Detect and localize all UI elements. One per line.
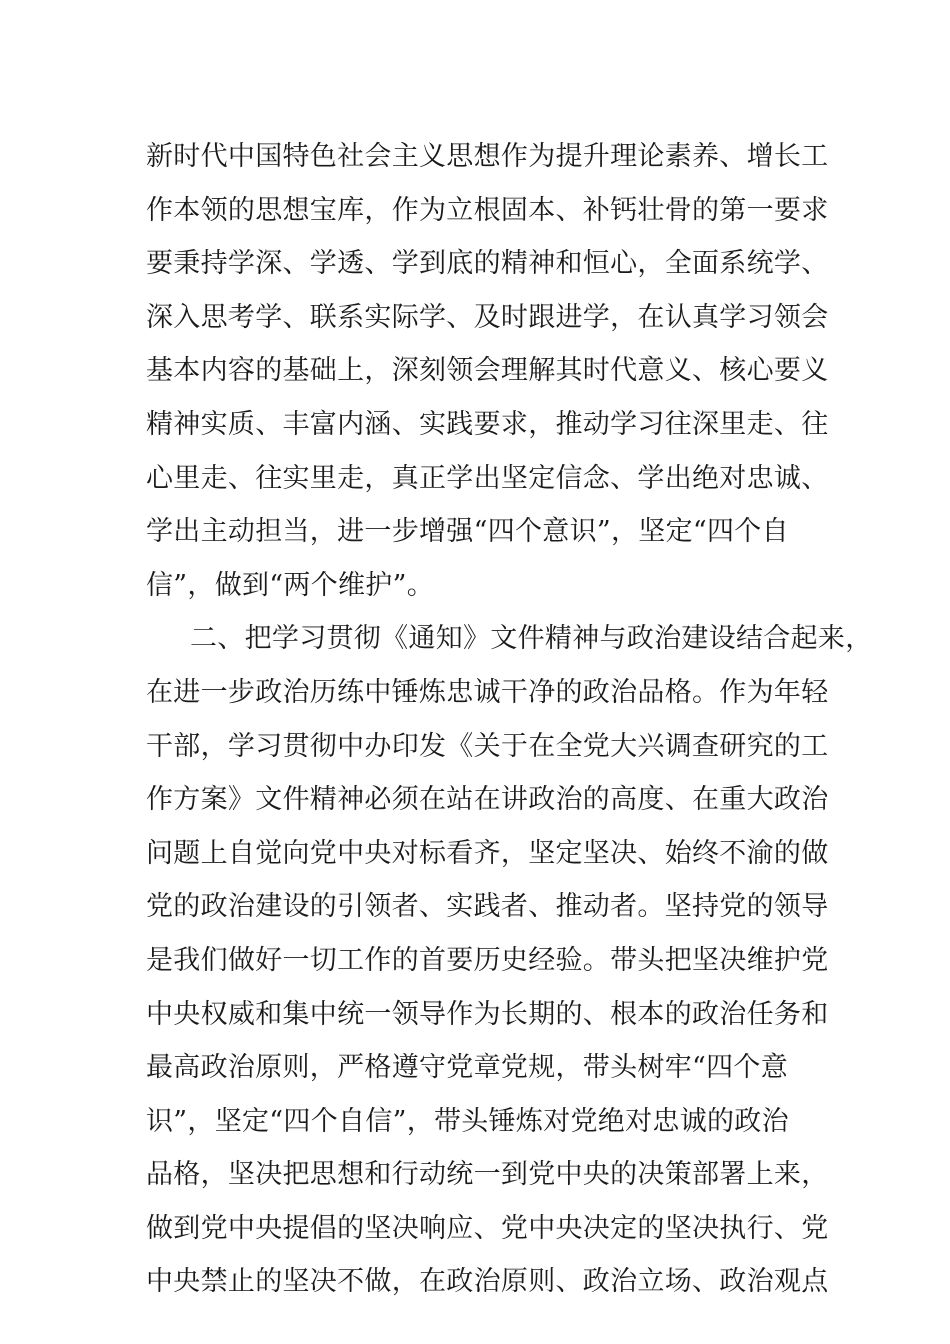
- text-line: 在进一步政治历练中锤炼忠诚干净的政治品格。作为年轻: [146, 676, 829, 708]
- text-line: 要秉持学深、学透、学到底的精神和恒心，全面系统学、: [146, 248, 829, 280]
- section-heading-line: 二、把学习贯彻《通知》文件精神与政治建设结合起来，: [190, 623, 873, 655]
- text-line: 品格，坚决把思想和行动统一到党中央的决策部署上来，: [146, 1159, 829, 1191]
- text-line: 新时代中国特色社会主义思想作为提升理论素养、增长工: [146, 141, 829, 172]
- text-line: 识”，坚定“四个自信”，带头锤炼对党绝对忠诚的政治: [146, 1105, 789, 1137]
- text-line: 信”，做到“两个维护”。: [146, 569, 435, 601]
- text-line: 深入思考学、联系实际学、及时跟进学，在认真学习领会: [146, 301, 829, 333]
- text-line: 学出主动担当，进一步增强“四个意识”，坚定“四个自: [146, 516, 789, 548]
- text-line: 中央权威和集中统一领导作为长期的、根本的政治任务和: [146, 998, 829, 1030]
- text-line: 基本内容的基础上，深刻领会理解其时代意义、核心要义: [146, 355, 829, 387]
- text-line: 中央禁止的坚决不做，在政治原则、政治立场、政治观点: [146, 1266, 829, 1298]
- text-line: 是我们做好一切工作的首要历史经验。带头把坚决维护党: [146, 944, 829, 976]
- text-line: 作方案》文件精神必须在站在讲政治的高度、在重大政治: [146, 784, 829, 816]
- text-line: 精神实质、丰富内涵、实践要求，推动学习往深里走、往: [146, 408, 829, 440]
- text-line: 做到党中央提倡的坚决响应、党中央决定的坚决执行、党: [146, 1212, 829, 1244]
- text-line: 最高政治原则，严格遵守党章党规，带头树牢“四个意: [146, 1052, 789, 1084]
- text-line: 问题上自觉向党中央对标看齐，坚定坚决、始终不渝的做: [146, 837, 829, 869]
- text-line: 作本领的思想宝库，作为立根固本、补钙壮骨的第一要求: [146, 194, 829, 226]
- text-line: 干部，学习贯彻中办印发《关于在全党大兴调查研究的工: [146, 730, 829, 762]
- body-text: [146, 130, 873, 1309]
- text-line: 党的政治建设的引领者、实践者、推动者。坚持党的领导: [146, 891, 829, 923]
- text-line: 心里走、往实里走，真正学出坚定信念、学出绝对忠诚、: [146, 462, 829, 494]
